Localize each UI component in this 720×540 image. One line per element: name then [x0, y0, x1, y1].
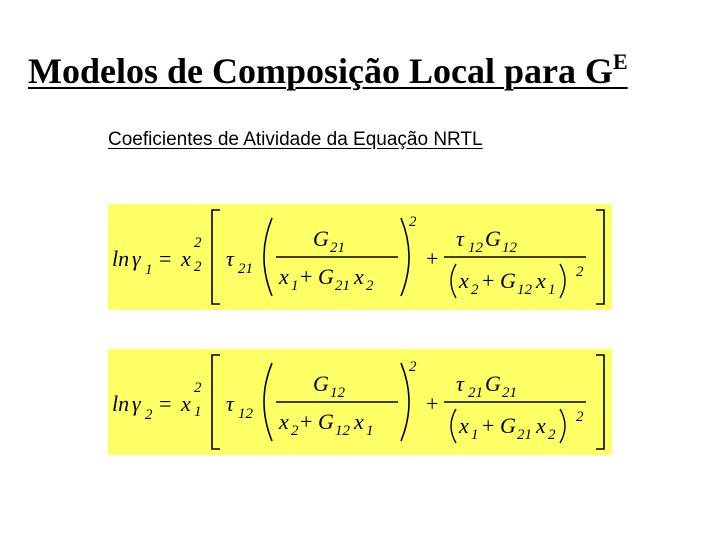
eq1-frac2-num-tau: τ	[456, 226, 464, 251]
eq1-frac1-den-x1-sub: 1	[291, 278, 299, 294]
eq2-frac2-den-x1-sub: 1	[471, 427, 479, 443]
eq1-frac1-den-x2: x	[354, 264, 364, 289]
eq1-frac2-den-left-paren	[451, 264, 456, 298]
eq2-frac2-num-tau: τ	[456, 371, 464, 396]
eq1-frac2-den-right-paren	[560, 264, 565, 298]
eq1-frac2-num-G: G	[485, 226, 501, 251]
eq1-frac2-den-plus: +	[482, 268, 495, 293]
eq2-frac2-den-right-paren	[560, 409, 565, 443]
eq2-frac1-den-x1: x	[279, 409, 289, 434]
eq2-tau-sub: 12	[238, 406, 253, 422]
eq1-frac1-den-plus: +	[300, 264, 313, 289]
eq1-frac1-den-G: G	[318, 264, 334, 289]
eq1-frac1-num: G	[313, 226, 329, 251]
eq1-frac2-num-tau-sub: 12	[468, 240, 483, 256]
eq1-equals: =	[159, 246, 172, 271]
eq1-right-bracket	[596, 210, 604, 304]
eq2-frac2-den-x2: x	[536, 413, 546, 438]
eq2-frac1-num-sub: 12	[330, 385, 345, 401]
eq1-plus: +	[426, 246, 439, 271]
eq2-paren-sup: 2	[409, 359, 417, 375]
eq1-frac2-den-sup: 2	[576, 264, 584, 280]
eq2-frac2-den-G-sub: 21	[517, 427, 532, 443]
eq2-frac2-den-sup: 2	[576, 409, 584, 425]
eq2-left-bracket	[212, 355, 220, 449]
eq1-frac1-den-x1: x	[279, 264, 289, 289]
eq2-frac1-den-x1-sub: 2	[291, 423, 299, 439]
eq1-paren-sup: 2	[409, 214, 417, 230]
eq1-x-sup: 2	[194, 235, 202, 251]
eq1-ln: ln	[112, 246, 130, 271]
eq1-x-sub: 2	[194, 259, 202, 275]
eq2-frac1-den-x2-sub: 1	[366, 423, 374, 439]
eq2-frac1-den-G-sub: 12	[335, 423, 350, 439]
eq1-tau: τ	[226, 246, 234, 271]
equation-box-1	[108, 204, 612, 310]
eq1-gamma: γ	[132, 246, 141, 271]
eq2-x-sub: 1	[194, 404, 202, 420]
eq2-right-paren	[401, 363, 409, 441]
eq2-equals: =	[159, 391, 172, 416]
eq1-frac2-den-x1-sub: 2	[471, 282, 479, 298]
eq1-x: x	[181, 246, 191, 271]
eq2-frac2-den-left-paren	[451, 409, 456, 443]
equation-box-2	[108, 349, 612, 455]
eq2-frac2-den-x2-sub: 2	[548, 427, 556, 443]
equation-2	[108, 349, 612, 455]
eq1-right-paren	[401, 218, 409, 296]
page-title-superscript: E	[612, 49, 628, 74]
eq1-frac2-den-x2-sub: 1	[548, 282, 556, 298]
eq2-x: x	[181, 391, 191, 416]
eq1-left-paren	[264, 218, 272, 296]
eq1-frac2-num-G-sub: 12	[502, 240, 517, 256]
eq2-x-sup: 2	[194, 380, 202, 396]
eq1-frac1-den-G-sub: 21	[335, 278, 350, 294]
eq2-frac2-den-G: G	[500, 413, 516, 438]
eq2-gamma-sub: 2	[145, 407, 153, 423]
eq2-frac2-num-G-sub: 21	[502, 385, 517, 401]
eq2-frac1-den-plus: +	[300, 409, 313, 434]
page-title-text: Modelos de Composição Local para G	[28, 51, 613, 91]
eq1-tau-sub: 21	[238, 261, 253, 277]
page-title	[28, 40, 628, 93]
eq2-frac1-num: G	[313, 371, 329, 396]
eq1-frac2-den-x1: x	[459, 268, 469, 293]
page-subtitle: Coeficientes de Atividade da Equação NRTL	[108, 129, 483, 150]
eq1-left-bracket	[212, 210, 220, 304]
eq2-right-bracket	[596, 355, 604, 449]
eq1-frac1-num-sub: 21	[330, 240, 345, 256]
eq1-frac2-den-G-sub: 12	[517, 282, 532, 298]
eq2-tau: τ	[226, 391, 234, 416]
eq1-frac2-den-G: G	[500, 268, 516, 293]
eq2-frac2-num-G: G	[485, 371, 501, 396]
eq1-frac2-den-x2: x	[536, 268, 546, 293]
eq2-plus: +	[426, 391, 439, 416]
eq1-frac1-den-x2-sub: 2	[366, 278, 374, 294]
equation-1	[108, 204, 612, 310]
eq2-ln: ln	[112, 391, 130, 416]
eq1-gamma-sub: 1	[145, 262, 153, 278]
eq2-frac2-den-x1: x	[459, 413, 469, 438]
eq2-frac2-num-tau-sub: 21	[468, 385, 483, 401]
eq2-frac2-den-plus: +	[482, 413, 495, 438]
eq2-gamma: γ	[132, 391, 141, 416]
eq2-left-paren	[264, 363, 272, 441]
eq2-frac1-den-x2: x	[354, 409, 364, 434]
eq2-frac1-den-G: G	[318, 409, 334, 434]
